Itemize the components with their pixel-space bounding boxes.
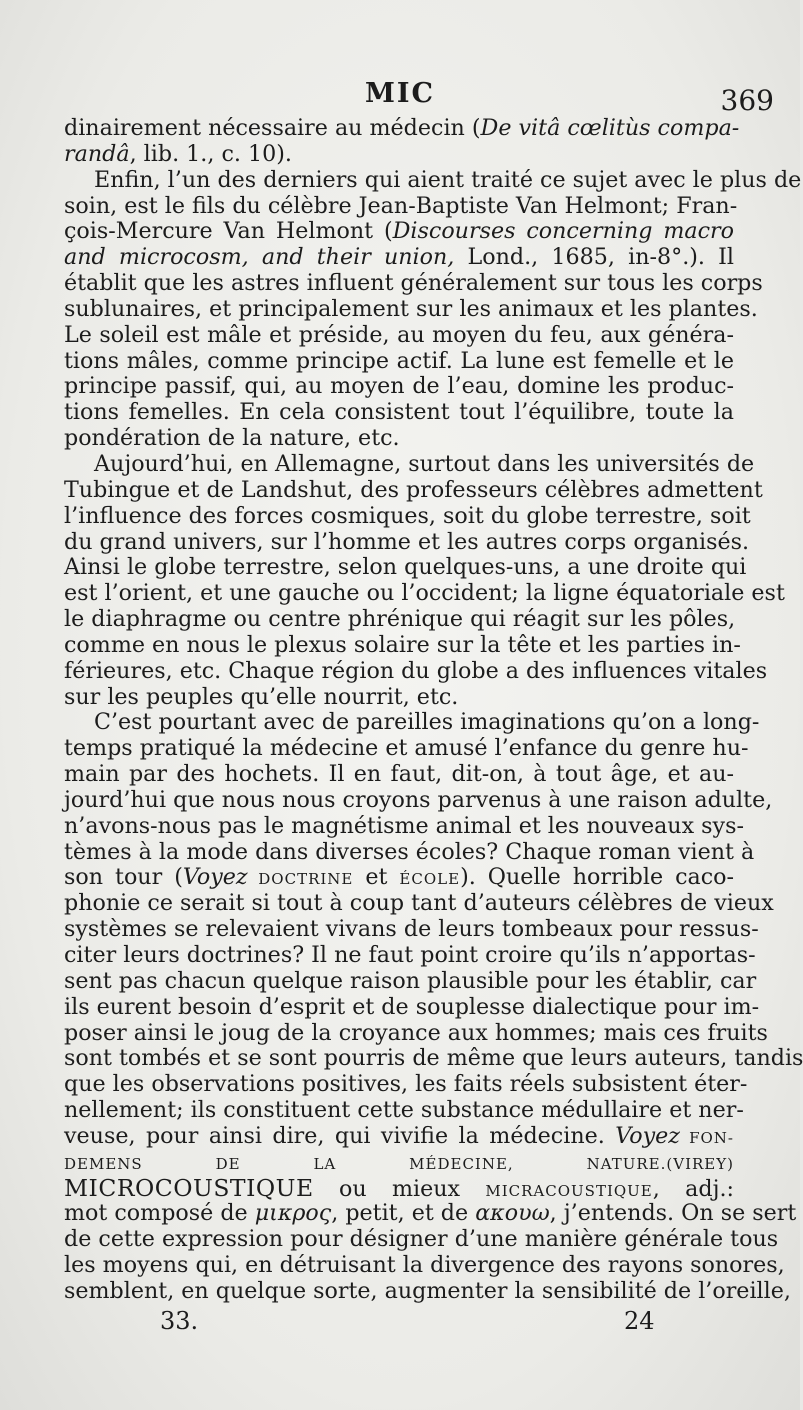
text-line: dinairement nécessaire au médecin (De vitâ cœlitùs compa-: [64, 115, 740, 141]
text-line: phonie ce serait si tout à coup tant d’auteurs célèbres de vieux: [64, 890, 774, 917]
entry-headword-line: MICROCOUSTIQUE ou mieux MICRACOUSTIQUE, adj.:: [64, 1173, 734, 1202]
text-line: sur les peuples qu’elle nourrit, etc.: [64, 683, 459, 710]
text-line: l’influence des forces cosmiques, soit du globe terrestre, soit: [64, 502, 751, 529]
text-line: de cette expression pour désigner d’une manière générale tous: [64, 1226, 779, 1253]
text-line: tèmes à la mode dans diverses écoles? Chaque roman vient à: [64, 838, 755, 865]
text-line: son tour (Voyez DOCTRINE et ÉCOLE). Quelle horrible caco-: [64, 864, 735, 891]
text-line: Enfin, l’un des derniers qui aient traité ce sujet avec le plus de: [94, 166, 802, 193]
text-line: Tubingue et de Landshut, des professeurs célèbres admettent: [64, 476, 763, 503]
text-line: établit que les astres influent généralement sur tous les corps: [64, 270, 763, 297]
text-line: pondération de la nature, etc.: [64, 425, 400, 452]
text-line: citer leurs doctrines? Il ne faut point croire qu’ils n’apportas-: [64, 942, 756, 968]
author-signature: (VIREY): [666, 1154, 734, 1173]
text-line: tions femelles. En cela consistent tout l’équilibre, toute la: [64, 399, 734, 426]
entry-headword: MICROCOUSTIQUE: [64, 1173, 314, 1202]
text-line: comme en nous le plexus solaire sur la tête et les parties in-: [64, 631, 741, 658]
text-line: Ainsi le globe terrestre, selon quelques-uns, a une droite qui: [64, 554, 747, 581]
text-line: ils eurent besoin d’esprit et de souplesse dialectique pour im-: [64, 993, 760, 1020]
text-line: sont tombés et se sont pourris de même que leurs auteurs, tandis: [64, 1045, 803, 1072]
text-line: temps pratiqué la médecine et amusé l’enfance du genre hu-: [64, 735, 749, 762]
text-line: C’est pourtant avec de pareilles imaginations qu’on a long-: [94, 709, 760, 736]
page-body: [64, 115, 803, 1305]
text-line: tions mâles, comme principe actif. La lune est femelle et le: [64, 347, 734, 374]
text-line: du grand univers, sur l’homme et les autres corps organisés.: [64, 528, 750, 555]
text-line: nellement; ils constituent cette substance médullaire et ner-: [64, 1097, 744, 1124]
text-line: çois-Mercure Van Helmont (Discourses concerning macro: [64, 218, 734, 245]
text-line: Aujourd’hui, en Allemagne, surtout dans les universités de: [94, 450, 755, 477]
text-line: est l’orient, et une gauche ou l’occident; la ligne équatoriale est: [64, 580, 785, 607]
text-line: systèmes se relevaient vivans de leurs tombeaux pour ressus-: [64, 916, 759, 943]
text-line: le diaphragme ou centre phrénique qui réagit sur les pôles,: [64, 606, 736, 633]
text-line: veuse, pour ainsi dire, qui vivifie la médecine. Voyez FON-: [64, 1122, 734, 1149]
text-line: and microcosm, and their union, Lond., 1685, in-8°.). Il: [64, 244, 734, 271]
signature-mark-left: 33.: [160, 1307, 199, 1335]
text-line: [64, 1150, 734, 1176]
text-line: randâ, lib. 1., c. 10).: [64, 140, 292, 167]
text-line: semblent, en quelque sorte, augmenter la sensibilité de l’oreille,: [64, 1277, 791, 1304]
cross-reference: DEMENS DE LA MÉDECINE, NATURE.: [64, 1154, 667, 1173]
text-line: Le soleil est mâle et préside, au moyen du feu, aux généra-: [64, 321, 734, 348]
text-line: les moyens qui, en détruisant la divergence des rayons sonores,: [64, 1252, 785, 1279]
page-number: 369: [720, 84, 774, 117]
text-line: jourd’hui que nous nous croyons parvenus à une raison adulte,: [64, 786, 773, 813]
text-line: férieures, etc. Chaque région du globe a des influences vitales: [64, 657, 768, 684]
running-head: MIC: [364, 78, 435, 109]
signature-mark-right: 24: [624, 1307, 655, 1335]
text-line: que les observations positives, les faits réels subsistent éter-: [64, 1071, 748, 1098]
text-line: sent pas chacun quelque raison plausible pour les établir, car: [64, 967, 757, 994]
text-line: mot composé de μικρος, petit, et de ακουω, j’entends. On se sert: [64, 1200, 797, 1227]
text-line: poser ainsi le joug de la croyance aux hommes; mais ces fruits: [64, 1019, 768, 1046]
text-line: principe passif, qui, au moyen de l’eau, domine les produc-: [64, 373, 734, 400]
text-line: main par des hochets. Il en faut, dit-on, à tout âge, et au-: [64, 761, 734, 788]
text-line: sublunaires, et principalement sur les animaux et les plantes.: [64, 295, 758, 322]
text-line: n’avons-nous pas le magnétisme animal et les nouveaux sys-: [64, 812, 744, 839]
text-line: soin, est le fils du célèbre Jean-Baptiste Van Helmont; Fran-: [64, 192, 738, 219]
